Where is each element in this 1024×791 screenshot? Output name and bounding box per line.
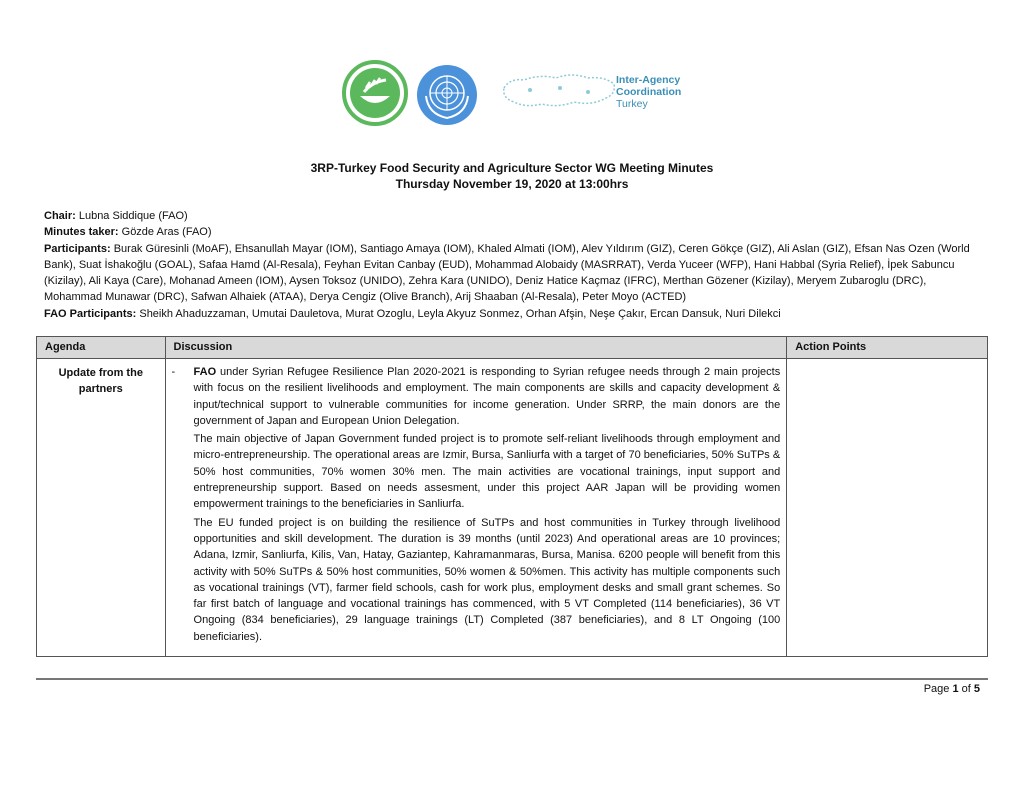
discussion-para-3: The EU funded project is on building the resilience of SuTPs and host communities in Turkey through livelihood opportunities and skill development. The duration is 39 months (until 2023) And operational areas are 10 provinces; Adana, Izmir, Sanliurfa, Kilis, Van, Hatay, Gaziantep, Kahramanmaras, Bursa, Manisa. 6200 people will benefit from this activity with 50% SuTPs & 50% host communities, 50% women & 50%men. This activity has multiple components such as vocational trainings (VT), farmer field schools, cash for work plus, employment desks and small grant schemes. So far first batch of language and vocational trainings has commenced, with 5 VT Completed (114 beneficiaries), 36 VT Ongoing (834 beneficiaries), 29 language trainings (LT) Completed (387 beneficiaries), and 8 LT Ongoing (100 beneficiaries). <box>193 516 781 643</box>
discussion-para-1 <box>194 364 781 429</box>
table-row <box>37 359 988 657</box>
page-number <box>924 683 980 695</box>
chair-value: Lubna Siddique (FAO) <box>75 210 188 222</box>
discussion-cell <box>165 359 787 657</box>
minutes-taker-label: Minutes taker: <box>44 226 119 239</box>
bullet-dash: - <box>171 366 176 378</box>
minutes-taker-value: Gözde Aras (FAO) <box>118 226 212 239</box>
fao-participants-value: Sheikh Ahaduzzaman, Umutai Dauletova, Murat Ozoglu, Leyla Akyuz Sonmez, Orhan Afşin, Neşe Çakır, Ercan Dansuk, Nuri Dilekci <box>136 307 781 320</box>
page-total: 5 <box>973 683 980 695</box>
minutes-table <box>36 336 988 657</box>
turkey-map-icon <box>500 66 620 118</box>
page-current: 1 <box>952 683 959 695</box>
document-title <box>0 160 1024 192</box>
fao-logo <box>342 60 408 126</box>
action-points-cell <box>787 359 988 657</box>
un-logo <box>414 62 480 128</box>
chair-line <box>44 208 984 224</box>
participants-line <box>44 241 984 306</box>
iac-logo-text <box>616 74 681 110</box>
title-line1: 3RP-Turkey Food Security and Agriculture Sector WG Meeting Minutes <box>310 161 714 175</box>
footer-divider <box>36 678 988 680</box>
meeting-meta <box>44 208 984 322</box>
table-header-row <box>37 337 988 359</box>
para1-text: under Syrian Refugee Resilience Plan 2020-2021 is responding to Syrian refugee needs through 2 main projects with focus on the resilient livelihoods and employment. The main components are skills and capacity development & input/technical support to vulnerable communities for income generation. Under SRRP, the main donors are the government of Japan and European Union Delegation. <box>193 366 781 427</box>
fao-participants-label: FAO Participants: <box>44 307 137 320</box>
minutes-taker-line <box>44 224 984 240</box>
header-logos <box>340 58 700 128</box>
iac-line1: Inter-Agency <box>616 74 681 86</box>
header-action-points: Action Points <box>787 337 988 359</box>
agenda-cell: Update from the partners <box>37 359 166 657</box>
org-name: FAO <box>193 366 217 378</box>
page-mid: of <box>958 683 974 695</box>
header-agenda: Agenda <box>37 337 166 359</box>
page-prefix: Page <box>923 683 953 695</box>
discussion-para-2: The main objective of Japan Government funded project is to promote self-reliant livelihoods through employment and micro-entrepreneurship. The operational areas are Izmir, Bursa, Sanliurfa with a target of 70 beneficiaries, 50% SuTPs & 50% host communities, 70% women 30% men. The main activities are vocational trainings, input support and entrepreneurship support. Based on needs assesment, under this project AAR Japan will be providing women empowerment trainings to the beneficiaries in Sanliurfa. <box>193 433 781 511</box>
chair-label: Chair: <box>44 210 76 222</box>
fao-participants-line <box>44 306 984 322</box>
title-line2: Thursday November 19, 2020 at 13:00hrs <box>395 177 629 191</box>
discussion-bullet <box>172 364 781 645</box>
participants-value: Burak Güresinli (MoAF), Ehsanullah Mayar (IOM), Santiago Amaya (IOM), Khaled Almati (IOM), Alev Yıldırım (GIZ), Ceren Gökçe (GIZ), Ali Aslan (GIZ), Efsan Nas Ozen (World Bank), Suat İshakoğlu (GOAL), Safaa Hamd (Al-Resala), Feyhan Evitan Canbay (EUD), Mohammad Alobaidy (MASRRAT), Verda Yuceer (WFP), Hani Habbal (Syria Relief), İpek Sabuncu (Kizilay), Ali Kaya (Care), Mohanad Ameen (IOM), Aysen Toksoz (UNIDO), Zehra Kara (UNIDO), Deniz Hatice Kaçmaz (IFRC), Merthan Gözener (Kizilay), Meryem Zubaroglu (DRC), Mohammad Munawar (DRC), Safwan Alhaiek (ATAA), Derya Cengiz (Olive Branch), Arij Shaaban (Al-Resala), Peter Moyo (ACTED) <box>44 242 970 304</box>
header-discussion: Discussion <box>165 337 787 359</box>
iac-line2: Coordination <box>616 86 682 98</box>
iac-line3: Turkey <box>616 98 648 110</box>
participants-label: Participants: <box>44 242 111 255</box>
